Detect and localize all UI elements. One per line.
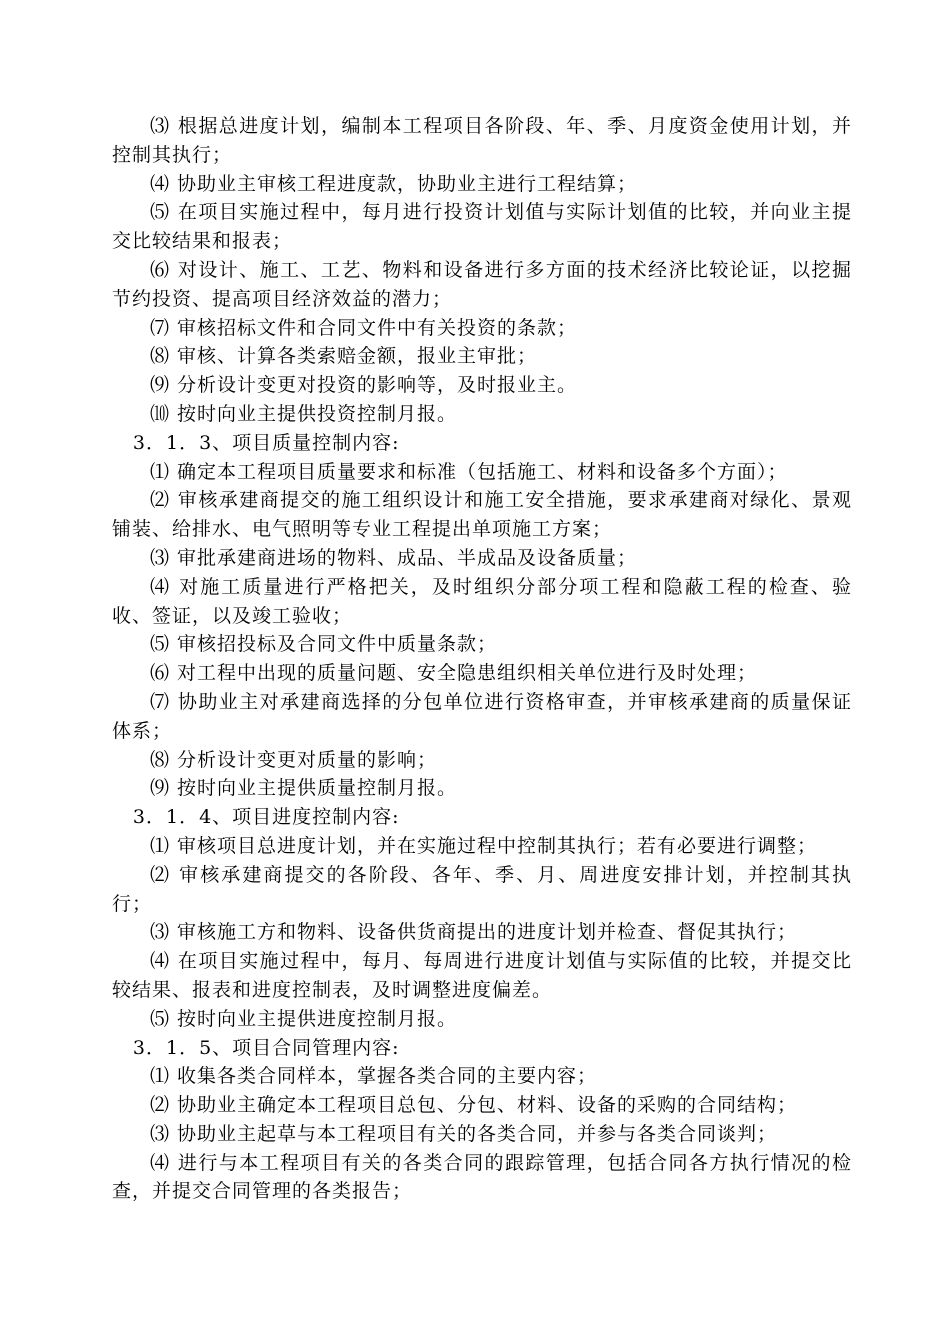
list-item: ⑴ 收集各类合同样本，掌握各类合同的主要内容； <box>150 1065 598 1088</box>
list-item: ⑸ 按时向业主提供进度控制月报。 <box>150 1007 458 1030</box>
list-item: ⑷ 协助业主审核工程进度款，协助业主进行工程结算； <box>150 172 638 195</box>
list-item: ⑸ 审核招投标及合同文件中质量条款； <box>150 633 498 656</box>
section-heading: 3．1．4、项目进度控制内容: <box>132 806 400 829</box>
document-body <box>112 112 852 1206</box>
list-item: ⑽ 按时向业主提供投资控制月报。 <box>150 402 458 425</box>
section-heading: 3．1．3、项目质量控制内容: <box>132 431 400 454</box>
list-item: ⑷ 对施工质量进行严格把关，及时组织分部分项工程和隐蔽工程的检查、验收、签证，以及竣工验收； <box>112 575 852 627</box>
list-item: ⑶ 审核施工方和物料、设备供货商提出的进度计划并检查、督促其执行； <box>150 921 798 944</box>
list-item: ⑷ 进行与本工程项目有关的各类合同的跟踪管理，包括合同各方执行情况的检查，并提交合同管理的各类报告； <box>112 1151 852 1203</box>
list-item: ⑷ 在项目实施过程中，每月、每周进行进度计划值与实际值的比较，并提交比较结果、报表和进度控制表，及时调整进度偏差。 <box>112 950 852 1001</box>
list-item: ⑻ 审核、计算各类索赔金额，报业主审批； <box>150 345 538 368</box>
list-item: ⑸ 在项目实施过程中，每月进行投资计划值与实际计划值的比较，并向业主提交比较结果和报表； <box>112 201 852 253</box>
list-item: ⑻ 分析设计变更对质量的影响； <box>150 748 438 771</box>
list-item: ⑹ 对设计、施工、工艺、物料和设备进行多方面的技术经济比较论证，以挖掘节约投资、提高项目经济效益的潜力； <box>112 258 852 310</box>
list-item: ⑶ 根据总进度计划，编制本工程项目各阶段、年、季、月度资金使用计划，并控制其执行； <box>112 115 852 166</box>
list-item: ⑼ 按时向业主提供质量控制月报。 <box>150 777 458 800</box>
list-item: ⑼ 分析设计变更对投资的影响等，及时报业主。 <box>150 374 578 397</box>
list-item: ⑵ 审核承建商提交的施工组织设计和施工安全措施，要求承建商对绿化、景观铺装、给排水、电气照明等专业工程提出单项施工方案； <box>112 489 852 541</box>
list-item: ⑴ 审核项目总进度计划，并在实施过程中控制其执行；若有必要进行调整； <box>150 834 818 857</box>
section-heading: 3．1．5、项目合同管理内容: <box>132 1036 400 1059</box>
list-item: ⑹ 对工程中出现的质量问题、安全隐患组织相关单位进行及时处理； <box>150 662 758 685</box>
list-item: ⑶ 审批承建商进场的物料、成品、半成品及设备质量； <box>150 546 638 569</box>
list-item: ⑺ 审核招标文件和合同文件中有关投资的条款； <box>150 316 578 339</box>
list-item: ⑶ 协助业主起草与本工程项目有关的各类合同，并参与各类合同谈判； <box>150 1122 778 1145</box>
list-item: ⑵ 审核承建商提交的各阶段、各年、季、月、周进度安排计划，并控制其执行； <box>112 863 852 915</box>
list-item: ⑵ 协助业主确定本工程项目总包、分包、材料、设备的采购的合同结构； <box>150 1094 798 1117</box>
list-item: ⑴ 确定本工程项目质量要求和标准（包括施工、材料和设备多个方面）； <box>150 460 788 483</box>
list-item: ⑺ 协助业主对承建商选择的分包单位进行资格审查，并审核承建商的质量保证体系； <box>112 690 852 742</box>
